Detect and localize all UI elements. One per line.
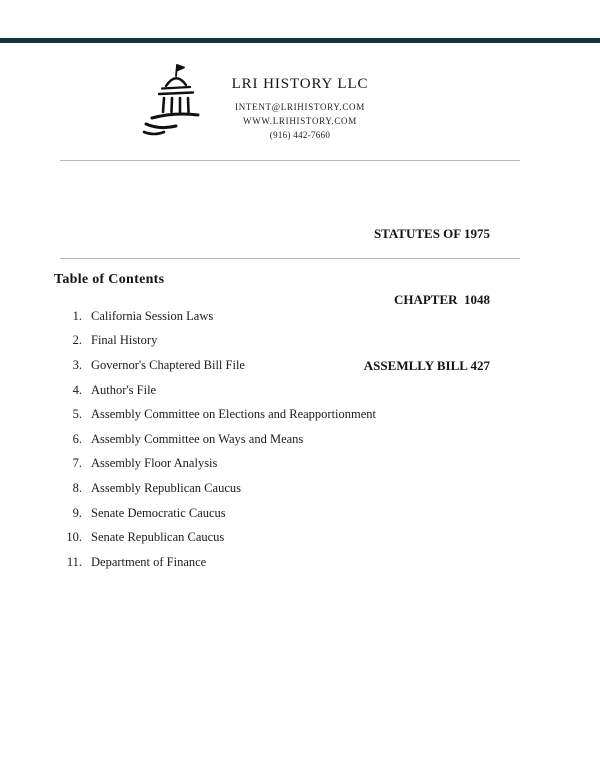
company-name: LRI HISTORY LLC: [231, 76, 369, 92]
page-top-divider: [0, 38, 600, 43]
toc-item-number: 10.: [66, 530, 82, 545]
toc-title: Table of Contents: [54, 272, 165, 287]
toc-item-label: Governor's Chaptered Bill File: [91, 357, 245, 372]
toc-item-number: 2.: [72, 333, 82, 348]
toc-item-label: Assembly Floor Analysis: [91, 456, 218, 471]
statute-line-chapter: CHAPTER 1048: [393, 292, 490, 307]
toc-item-number: 4.: [72, 382, 82, 397]
toc-item-label: California Session Laws: [91, 308, 214, 323]
toc-item-label: Senate Democratic Caucus: [91, 505, 226, 520]
toc-item-number: 6.: [72, 431, 82, 446]
toc-item: [54, 402, 534, 427]
toc-item-label: Department of Finance: [91, 554, 207, 569]
toc-item: [54, 353, 534, 378]
toc-item-number: 7.: [72, 456, 82, 471]
letterhead: [203, 76, 397, 142]
toc-item-label: Assembly Committee on Elections and Reapportionment: [91, 407, 377, 422]
divider-top: [60, 160, 520, 161]
divider-bottom: [60, 258, 520, 259]
toc-item: [54, 304, 534, 329]
toc-item-number: 1.: [72, 308, 82, 323]
toc-item: [54, 525, 534, 550]
company-email: INTENT@LRIHISTORY.COM: [235, 102, 365, 112]
toc-item-number: 9.: [72, 505, 82, 520]
toc-item-number: 8.: [72, 480, 82, 495]
toc-item: [54, 452, 534, 477]
toc-list: [54, 304, 534, 575]
company-website: WWW.LRIHISTORY.COM: [243, 116, 357, 126]
toc-item-number: 5.: [72, 407, 82, 422]
toc-item: [54, 427, 534, 452]
toc-item-label: Senate Republican Caucus: [91, 530, 225, 545]
toc-item-label: Assembly Committee on Ways and Means: [91, 431, 304, 446]
toc-item-label: Final History: [91, 333, 158, 348]
company-phone: (916) 442-7660: [269, 130, 331, 140]
toc-item: [54, 378, 534, 403]
toc-item-label: Assembly Republican Caucus: [91, 480, 241, 495]
toc-item-number: 11.: [66, 554, 82, 569]
statute-line-statutes: STATUTES OF 1975: [373, 226, 490, 241]
toc-item-number: 3.: [72, 357, 82, 372]
toc-item: [54, 329, 534, 354]
statute-line-bill: ASSEMLLY BILL 427: [363, 358, 490, 373]
toc-item: [54, 476, 534, 501]
toc-item: [54, 550, 534, 575]
toc-item-label: Author's File: [91, 382, 157, 397]
toc-item: [54, 501, 534, 526]
